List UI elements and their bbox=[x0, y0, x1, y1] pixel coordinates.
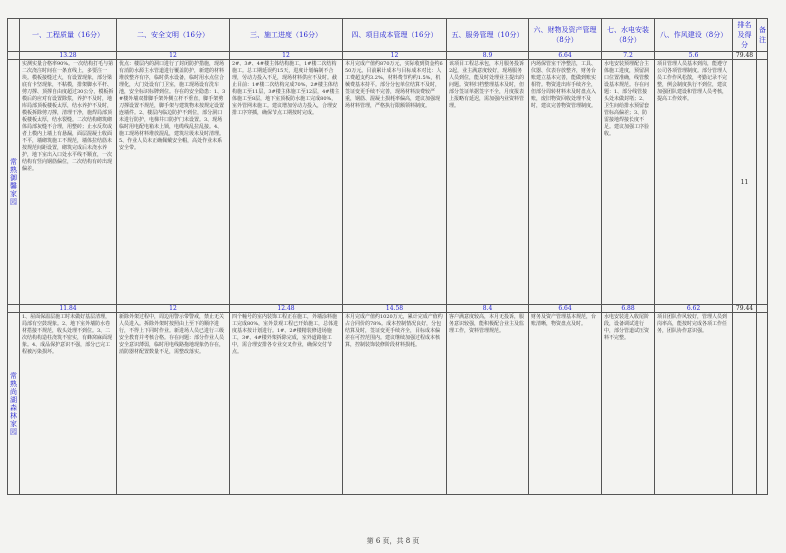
project-label: 常熟御馨家园 bbox=[8, 60, 20, 305]
score-quality: 13.28 bbox=[20, 52, 117, 60]
header-cost: 四、项目成本管理（16分） bbox=[343, 19, 447, 52]
score-assets: 6.64 bbox=[529, 52, 602, 60]
safety-notes: 优点：楼层内的洞口进行了封闭防护措施，现场有消防水源主水管道进行覆盖防护，新建的材料堆放整齐有序，临时供水设备，临时用水点位合理化，大门处设有门卫室，施工现场设有洗车池，安全标识标牌到位。存在的安全隐患：1、3#楼外墙双排脚手架外侧立杆不垂直，脚手架剪刀撑设置不规范，脚手架与建筑物未按规定设置连墙件。2、楼层内临边防护不到位，部分洞口未进行防护，电梯井口防护门未设置。3、现场临时用电配电箱未上锁，电缆线乱拉乱接。4、施工现场材料堆放混乱，建筑垃圾未及时清理。5、作业人员未正确佩戴安全帽，高处作业未系安全带。 bbox=[117, 60, 230, 305]
score-progress: 12 bbox=[230, 52, 343, 60]
score-row bbox=[8, 305, 768, 313]
page-footer: 第 6 页，共 8 页 bbox=[366, 537, 420, 545]
progress-notes: 2#、3#、4#楼主体结构施工，1#楼二次结构施工。总工期延误约15天，进度计划编制不合理，劳动力投入不足，现场材料供应不及时。截止目前：1#楼二次结构完成70%，2#楼主体结构施工至11层，3#楼主体施工至12层，4#楼主体施工至8层，地下室顶板防水施工完成80%，室外管网未施工。建议增加劳动力投入，合理安排工序穿插，确保节点工期按时完成。 bbox=[230, 60, 343, 305]
score-quality: 11.84 bbox=[20, 305, 117, 313]
score-safety: 12 bbox=[117, 305, 230, 313]
rank-value bbox=[733, 313, 757, 495]
header-conduct: 八、作风建设（8分） bbox=[655, 19, 733, 52]
assets-notes: 财务及资产管理基本规范，台账清晰，物资盘点及时。 bbox=[529, 313, 602, 495]
score-mep: 6.88 bbox=[602, 305, 655, 313]
score-label-cell bbox=[8, 305, 20, 313]
remarks-value bbox=[757, 313, 768, 495]
score-service: 8.9 bbox=[447, 52, 529, 60]
score-total: 79.48 bbox=[733, 52, 757, 60]
progress-notes: 四个幢号的室内装饰工程正在施工，外墙涂料施工完成80%，室外景观工程已开始施工，总体进度基本按计划进行。1#、2#楼精装修进场施工，3#、4#楼外架拆除完成，室外道路施工中，需合理安排各专业交叉作业，确保交付节点。 bbox=[230, 313, 343, 495]
header-quality: 一、工程质量（16分） bbox=[20, 19, 117, 52]
content-row bbox=[8, 313, 768, 495]
header-row bbox=[8, 19, 768, 52]
header-assets: 六、财物及资产管理（8分） bbox=[529, 19, 602, 52]
score-total: 79.44 bbox=[733, 305, 757, 313]
header-service: 五、服务管理（10分） bbox=[447, 19, 529, 52]
mep-notes: 水电安装进入收尾阶段，设备调试进行中，部分管道试压资料不完整。 bbox=[602, 313, 655, 495]
score-cost: 12 bbox=[343, 52, 447, 60]
header-rank: 排名及得分 bbox=[733, 19, 757, 52]
score-remarks bbox=[757, 52, 768, 60]
evaluation-table bbox=[7, 18, 768, 495]
score-row bbox=[8, 52, 768, 60]
score-conduct: 6.62 bbox=[655, 305, 733, 313]
content-row bbox=[8, 60, 768, 305]
evaluation-table-page bbox=[7, 18, 767, 495]
conduct-notes: 项目管理人员基本到岗，能遵守公司各项管理制度。部分管理人员工作作风松散，考勤记录不完整，例会制度执行不到位，建议加强团队建设和管理人员考核，提高工作效率。 bbox=[655, 60, 733, 305]
score-assets: 6.64 bbox=[529, 305, 602, 313]
conduct-notes: 项目团队作风较好，管理人员到岗率高，能按时完成各项工作任务，团队协作意识强。 bbox=[655, 313, 733, 495]
score-mep: 7.2 bbox=[602, 52, 655, 60]
project-label: 常熟尚湖森林家园 bbox=[8, 313, 20, 495]
score-safety: 12 bbox=[117, 52, 230, 60]
mep-notes: 水电安装预埋配合主体施工进度，预留洞口位置准确，线管敷设基本规范。存在问题：1、部分线管接头处未做封堵；2、卫生间给排水预留套管标高偏差；3、防雷接地焊接长度不足。建议加强工序验收。 bbox=[602, 60, 655, 305]
assets-notes: 内场保管室干净整洁，工具、仪器、仪表存放整齐，财务台账建立基本完善，能做到账实相符。物资进出库手续齐全，但部分周转材料未及时盘点入账，废旧物资回收处理不及时，建议完善物资管理制度。 bbox=[529, 60, 602, 305]
safety-notes: 新除外架过程中，周边用警示带警戒，禁止无关人员进入。拆除外架时按照由上至下的顺序进行，不得上下同时作业。新进场人员已进行三级安全教育并考核合格。存在问题：部分作业人员安全意识薄弱，临时用电线路拖地现象仍存在，消防器材配置数量不足，需整改落实。 bbox=[117, 313, 230, 495]
service-notes: 客户满意度较高，本月无投诉，服务意识较强，能积极配合业主及监理工作，资料管理规范。 bbox=[447, 313, 529, 495]
quality-notes: 实测实量合格率90%。一次结构打毛与第二次浇注时间在一条直线上，多要注一块。模板接缝过大，有设置现象，部分梁底有卡坚现象，不粘模，排架脚水平杆、剪刀撑、顶撑自由度超过30公分，模板拆模后的应对有设置除浆，养护不及时，地库局部顶板楼板太厚，结水养护不及时，模板拆除剪刀撑，清理干净，施焊局部顶板楼板太厚，结水裂缝。二次结构砌筑砌体局部灰缝不合理，用整砖；止水反坎或者上模内上墙上有悬漏，面层混凝土收面不平，墙砌筑施工不规范，墙体拉结筋未按规范间距设置，砌筑完成后未浇水养护，地下室出入口处水平线不顺直，一次结构有竖向钢筋偏位，二次结构有砖出现偏差。 bbox=[20, 60, 117, 305]
score-label-cell bbox=[8, 52, 20, 60]
score-conduct: 5.6 bbox=[655, 52, 733, 60]
quality-notes: 1、屋面保温层施工时未做好基层清理，局部有空鼓现象。2、地下室外墙防水卷材搭接不规范，收头处理不到位。3、二次结构构造柱浇筑不密实，有蜂窝麻面现象。4、成品保护意识不强，部分已完工程被污染损坏。 bbox=[20, 313, 117, 495]
cost-notes: 本月完成产值约870万元，实际收到资金约650万元。目前累计成本与目标成本对比：人工费超支约3.2%，材料费节约约1.5%，机械费基本持平。部分分包单位结算不及时，签证变更手续不完善，现场材料浪费较严重，钢筋、混凝土损耗率偏高，建议加强现场材料管理，严格执行限额领料制度。 bbox=[343, 60, 447, 305]
service-notes: 该项目工程总承包，本月服务投诉2起，业主满意度较好，现场服务人员到位，能及时处理业主提出的问题。资料归档整理基本及时，但部分签证单据签字不全，月度报表上报略有延迟，需加强内业资料管理。 bbox=[447, 60, 529, 305]
score-cost: 14.58 bbox=[343, 305, 447, 313]
score-service: 8.4 bbox=[447, 305, 529, 313]
header-progress: 三、施工进度（16分） bbox=[230, 19, 343, 52]
score-remarks bbox=[757, 305, 768, 313]
remarks-value bbox=[757, 60, 768, 305]
corner-cell bbox=[8, 19, 20, 52]
rank-value: 11 bbox=[733, 60, 757, 305]
header-safety: 二、安全文明（16分） bbox=[117, 19, 230, 52]
score-progress: 12.48 bbox=[230, 305, 343, 313]
cost-notes: 本月完成产值约1020万元，累计完成产值约占合同价的78%。成本控制情况良好，分包结算及时，签证变更手续齐全，目标成本偏差在可控范围内。建议继续加强过程成本核算，控制装饰装修阶段材料损耗。 bbox=[343, 313, 447, 495]
header-mep: 七、水电安装（8分） bbox=[602, 19, 655, 52]
header-remarks: 备注 bbox=[757, 19, 768, 52]
